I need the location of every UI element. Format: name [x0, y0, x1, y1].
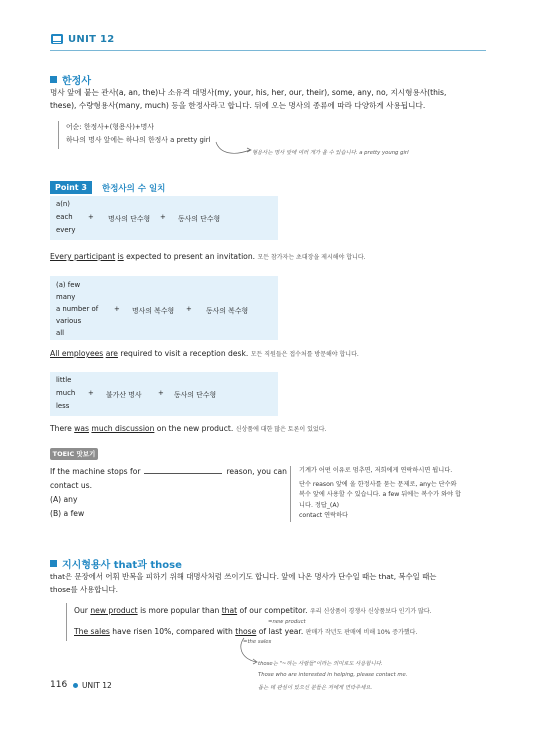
example-translation: 우리 신상품이 경쟁사 신상품보다 인기가 많다.: [309, 608, 432, 615]
determiner-item: a number of: [56, 305, 99, 313]
footer-unit-label: UNIT 12: [82, 681, 112, 690]
determiner-item: all: [56, 329, 65, 337]
determiner-item: many: [56, 293, 76, 301]
handwritten-those-example: Those who are interested in helping, please contact me.: [258, 672, 408, 678]
determiner-item: a(n): [56, 200, 70, 208]
rule-box-singular: [50, 196, 278, 240]
plus-sign: +: [114, 305, 120, 313]
handwritten-note-adjectives: 형용사는 명사 앞에 여러 개가 올 수 있습니다. a pretty young girl: [252, 150, 409, 156]
header-divider: [50, 50, 486, 51]
section1-body: [50, 86, 490, 112]
example-sentence-2: All employees are required to visit a reception desk. 모든 직원들은 접수처를 방문해야 합니다.: [50, 349, 359, 358]
answer-blank: [144, 473, 222, 474]
square-bullet-icon: [50, 560, 57, 567]
example-those: those: [235, 627, 257, 636]
explanation-line: 니다. 정답_(A): [299, 501, 339, 509]
determiner-item: (a) few: [56, 281, 81, 289]
determiner-item: much: [56, 389, 76, 397]
section-title-demonstratives: 지시형용사 that과 those: [50, 556, 182, 571]
example-verb: is: [117, 252, 124, 261]
plus-sign: +: [186, 305, 192, 313]
determiner-item: each: [56, 213, 73, 221]
verb-form: 동사의 단수형: [178, 215, 221, 223]
example-verb: are: [105, 349, 118, 358]
toeic-option-a: (A) any: [50, 495, 78, 504]
handwritten-those-translation: 돕는 데 관심이 있으신 분들은 저에게 연락주세요.: [258, 685, 373, 691]
example-subject: Every participant: [50, 252, 116, 261]
toeic-option-b: (B) a few: [50, 509, 85, 518]
noun-form: 명사의 단수형: [108, 215, 151, 223]
point-badge: Point 3: [50, 181, 92, 194]
determiner-item: little: [56, 376, 72, 384]
example-translation: 모든 직원들은 접수처를 방문해야 합니다.: [250, 351, 359, 358]
rule-box-uncountable: [50, 372, 278, 416]
example-subject: The sales: [74, 627, 110, 636]
handwritten-those-meaning: those는 "~하는 사람들"이라는 의미로도 사용합니다.: [258, 661, 383, 667]
example-verb: was: [74, 424, 89, 433]
handwritten-arrow-icon: [214, 140, 254, 160]
plus-sign: +: [158, 389, 164, 397]
section2-body-line1: that은 문장에서 어휘 반복을 피하기 위해 대명사처럼 쓰이기도 합니다. 앞에 나온 명사가 단수일 때는 that, 복수일 때는: [50, 572, 437, 581]
that-example: Our new product is more popular than that of our competitor. 우리 신상품이 경쟁사 신상품보다 인기가 많다.: [74, 606, 432, 615]
point-title: 한정사의 수 일치: [102, 184, 166, 194]
example-sentence-1: Every participant is expected to present an invitation. 모든 참가자는 초대장을 제시해야 합니다.: [50, 252, 366, 261]
toeic-question: If the machine stops for reason, you can: [50, 467, 287, 476]
section1-body-line2: these), 수량형용사(many, much) 등을 한정사라고 합니다. 뒤에 오는 명사의 종류에 따라 다양하게 사용됩니다.: [50, 101, 426, 110]
handwritten-the-sales: =the sales: [243, 639, 272, 645]
plus-sign: +: [88, 389, 94, 397]
determiner-item: various: [56, 317, 82, 325]
explanation-line: contact 연락하다: [299, 512, 349, 519]
example-sentence-3: There was much discussion on the new product. 신상품에 대한 많은 토론이 있었다.: [50, 424, 327, 433]
example-subject: much discussion: [91, 424, 155, 433]
plus-sign: +: [88, 213, 94, 221]
page-number: 116: [50, 680, 68, 690]
rule-box-plural: [50, 276, 278, 340]
those-example: The sales have risen 10%, compared with those of last year. 판매가 작년도 판매에 비해 10% 증가했다.: [74, 627, 418, 636]
explanation-line: 기계가 어떤 이유로 멈추면, 저희에게 연락하시면 됩니다.: [299, 467, 453, 474]
section2-body: [50, 570, 490, 596]
noun-form: 명사의 복수형: [132, 307, 175, 315]
explanation-line: 단수 reason 앞에 올 한정사를 묻는 문제로, any는 단수와: [299, 480, 457, 488]
one-determiner-note: 하나의 명사 앞에는 하나의 한정사 a pretty girl: [66, 136, 211, 144]
explanation-line: 복수 앞에 사용할 수 있습니다. a few 뒤에는 복수가 와야 합: [299, 491, 461, 498]
section1-body-line1: 명사 앞에 붙는 관사(a, an, the)나 소유격 대명사(my, your, his, her, our, their), some, any, no, 지시형용사(this,: [50, 88, 447, 97]
book-icon: [50, 32, 64, 46]
determiner-note: [58, 121, 211, 149]
example-translation: 판매가 작년도 판매에 비해 10% 증가했다.: [305, 629, 418, 636]
word-order-note: 어순: 한정사+(형용사)+명사: [66, 123, 154, 131]
example-translation: 모든 참가자는 초대장을 제시해야 합니다.: [257, 254, 366, 261]
verb-form: 동사의 복수형: [206, 307, 249, 315]
example-subject: new product: [90, 606, 138, 615]
toeic-badge: TOEIC 맛보기: [50, 448, 98, 460]
footer-dot-icon: [73, 683, 78, 688]
example-that: that: [221, 606, 238, 615]
unit-header-label: UNIT 12: [68, 34, 115, 45]
verb-form: 동사의 단수형: [174, 391, 217, 399]
section-title-determiners: 한정사: [50, 72, 91, 87]
toeic-explanation: [290, 466, 490, 522]
toeic-question-line2: contact us.: [50, 481, 93, 490]
section2-body-line2: those를 사용합니다.: [50, 585, 119, 594]
example-divider: [66, 603, 67, 641]
handwritten-new-product: =new product: [268, 619, 306, 625]
square-bullet-icon: [50, 76, 57, 83]
plus-sign: +: [160, 213, 166, 221]
example-subject: All employees: [50, 349, 104, 358]
example-translation: 신상품에 대한 많은 토론이 있었다.: [235, 426, 327, 433]
determiner-item: every: [56, 226, 76, 234]
noun-form: 불가산 명사: [106, 391, 142, 399]
determiner-item: less: [56, 402, 70, 410]
